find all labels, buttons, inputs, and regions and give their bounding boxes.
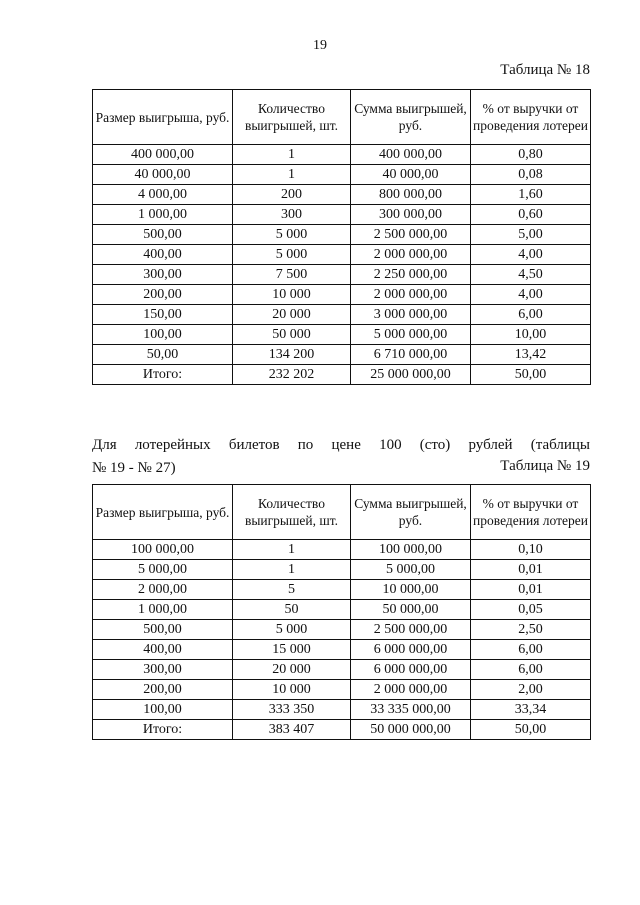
cell-prize-count: 1 xyxy=(233,145,351,165)
ticket-price-paragraph-tail: № 19 - № 27) xyxy=(92,460,176,476)
header-prize-size: Размер выигрыша, руб. xyxy=(93,90,233,145)
cell-revenue-percent: 33,34 xyxy=(471,700,591,720)
cell-total-count: 232 202 xyxy=(233,365,351,385)
cell-prize-sum: 6 000 000,00 xyxy=(351,660,471,680)
header-prize-sum: Сумма выигрышей, руб. xyxy=(351,485,471,540)
cell-prize-count: 20 000 xyxy=(233,660,351,680)
cell-revenue-percent: 13,42 xyxy=(471,345,591,365)
table-row xyxy=(93,560,591,580)
prize-table-18 xyxy=(92,89,591,385)
cell-prize-sum: 2 500 000,00 xyxy=(351,620,471,640)
cell-prize-size: 4 000,00 xyxy=(93,185,233,205)
cell-prize-sum: 800 000,00 xyxy=(351,185,471,205)
table-row xyxy=(93,600,591,620)
cell-prize-size: 5 000,00 xyxy=(93,560,233,580)
cell-prize-count: 1 xyxy=(233,540,351,560)
header-prize-size: Размер выигрыша, руб. xyxy=(93,485,233,540)
cell-prize-size: 1 000,00 xyxy=(93,600,233,620)
cell-prize-count: 7 500 xyxy=(233,265,351,285)
cell-prize-size: 400,00 xyxy=(93,245,233,265)
table-row xyxy=(93,265,591,285)
cell-revenue-percent: 0,10 xyxy=(471,540,591,560)
cell-prize-sum: 5 000 000,00 xyxy=(351,325,471,345)
table-18-caption: Таблица № 18 xyxy=(500,62,590,78)
table-row xyxy=(93,580,591,600)
table-row xyxy=(93,225,591,245)
cell-revenue-percent: 0,60 xyxy=(471,205,591,225)
cell-prize-sum: 6 000 000,00 xyxy=(351,640,471,660)
table-row xyxy=(93,660,591,680)
cell-prize-size: 400,00 xyxy=(93,640,233,660)
table-row xyxy=(93,345,591,365)
header-prize-count: Количество выигрышей, шт. xyxy=(233,90,351,145)
cell-revenue-percent: 1,60 xyxy=(471,185,591,205)
cell-prize-count: 15 000 xyxy=(233,640,351,660)
cell-prize-size: 500,00 xyxy=(93,225,233,245)
cell-prize-count: 50 xyxy=(233,600,351,620)
cell-prize-count: 300 xyxy=(233,205,351,225)
table-row xyxy=(93,540,591,560)
cell-prize-count: 10 000 xyxy=(233,680,351,700)
cell-prize-size: 500,00 xyxy=(93,620,233,640)
table-row xyxy=(93,700,591,720)
cell-prize-count: 200 xyxy=(233,185,351,205)
cell-prize-count: 1 xyxy=(233,165,351,185)
table-header-row xyxy=(93,90,591,145)
cell-prize-size: 300,00 xyxy=(93,265,233,285)
header-revenue-percent: % от выручки от проведения лотереи xyxy=(471,90,591,145)
cell-prize-count: 10 000 xyxy=(233,285,351,305)
table-header-row xyxy=(93,485,591,540)
cell-prize-count: 134 200 xyxy=(233,345,351,365)
cell-revenue-percent: 6,00 xyxy=(471,640,591,660)
cell-revenue-percent: 0,80 xyxy=(471,145,591,165)
cell-prize-sum: 2 500 000,00 xyxy=(351,225,471,245)
cell-prize-size: 100,00 xyxy=(93,325,233,345)
cell-prize-count: 20 000 xyxy=(233,305,351,325)
cell-prize-size: 100,00 xyxy=(93,700,233,720)
cell-prize-count: 1 xyxy=(233,560,351,580)
cell-prize-count: 333 350 xyxy=(233,700,351,720)
cell-prize-sum: 2 000 000,00 xyxy=(351,680,471,700)
cell-prize-size: 150,00 xyxy=(93,305,233,325)
cell-prize-size: 50,00 xyxy=(93,345,233,365)
cell-prize-count: 5 xyxy=(233,580,351,600)
cell-revenue-percent: 10,00 xyxy=(471,325,591,345)
cell-revenue-percent: 2,50 xyxy=(471,620,591,640)
cell-total-percent: 50,00 xyxy=(471,720,591,740)
cell-revenue-percent: 4,50 xyxy=(471,265,591,285)
cell-revenue-percent: 0,01 xyxy=(471,560,591,580)
cell-prize-sum: 10 000,00 xyxy=(351,580,471,600)
cell-prize-sum: 2 000 000,00 xyxy=(351,285,471,305)
cell-revenue-percent: 0,01 xyxy=(471,580,591,600)
cell-prize-size: 2 000,00 xyxy=(93,580,233,600)
cell-revenue-percent: 0,05 xyxy=(471,600,591,620)
table-row xyxy=(93,640,591,660)
cell-total-sum: 50 000 000,00 xyxy=(351,720,471,740)
cell-total-label: Итого: xyxy=(93,365,233,385)
cell-revenue-percent: 6,00 xyxy=(471,660,591,680)
cell-prize-sum: 3 000 000,00 xyxy=(351,305,471,325)
cell-prize-sum: 2 000 000,00 xyxy=(351,245,471,265)
cell-prize-sum: 6 710 000,00 xyxy=(351,345,471,365)
cell-revenue-percent: 4,00 xyxy=(471,285,591,305)
header-prize-count: Количество выигрышей, шт. xyxy=(233,485,351,540)
page-number: 19 xyxy=(313,38,327,53)
cell-prize-sum: 5 000,00 xyxy=(351,560,471,580)
table-row xyxy=(93,325,591,345)
cell-prize-size: 200,00 xyxy=(93,680,233,700)
table-row xyxy=(93,285,591,305)
cell-prize-sum: 400 000,00 xyxy=(351,145,471,165)
header-revenue-percent: % от выручки от проведения лотереи xyxy=(471,485,591,540)
cell-prize-sum: 50 000,00 xyxy=(351,600,471,620)
table-row xyxy=(93,680,591,700)
cell-prize-size: 200,00 xyxy=(93,285,233,305)
cell-revenue-percent: 0,08 xyxy=(471,165,591,185)
cell-prize-size: 40 000,00 xyxy=(93,165,233,185)
ticket-price-paragraph: Для лотерейных билетов по цене 100 (сто) рублей (таблицы xyxy=(92,437,590,453)
table-row xyxy=(93,165,591,185)
table-19-caption: Таблица № 19 xyxy=(500,458,590,474)
cell-revenue-percent: 6,00 xyxy=(471,305,591,325)
header-prize-sum: Сумма выигрышей, руб. xyxy=(351,90,471,145)
cell-prize-size: 300,00 xyxy=(93,660,233,680)
cell-revenue-percent: 2,00 xyxy=(471,680,591,700)
cell-prize-sum: 33 335 000,00 xyxy=(351,700,471,720)
cell-prize-size: 100 000,00 xyxy=(93,540,233,560)
table-total-row xyxy=(93,365,591,385)
table-row xyxy=(93,205,591,225)
cell-prize-sum: 300 000,00 xyxy=(351,205,471,225)
cell-total-percent: 50,00 xyxy=(471,365,591,385)
cell-prize-count: 5 000 xyxy=(233,225,351,245)
table-row xyxy=(93,305,591,325)
table-row xyxy=(93,185,591,205)
table-row xyxy=(93,620,591,640)
cell-prize-size: 400 000,00 xyxy=(93,145,233,165)
cell-prize-count: 50 000 xyxy=(233,325,351,345)
cell-total-sum: 25 000 000,00 xyxy=(351,365,471,385)
cell-revenue-percent: 4,00 xyxy=(471,245,591,265)
cell-prize-sum: 40 000,00 xyxy=(351,165,471,185)
cell-prize-count: 5 000 xyxy=(233,245,351,265)
cell-revenue-percent: 5,00 xyxy=(471,225,591,245)
prize-table-19 xyxy=(92,484,591,740)
cell-prize-sum: 100 000,00 xyxy=(351,540,471,560)
table-row xyxy=(93,145,591,165)
cell-prize-count: 5 000 xyxy=(233,620,351,640)
cell-total-label: Итого: xyxy=(93,720,233,740)
cell-prize-sum: 2 250 000,00 xyxy=(351,265,471,285)
table-total-row xyxy=(93,720,591,740)
cell-total-count: 383 407 xyxy=(233,720,351,740)
table-row xyxy=(93,245,591,265)
cell-prize-size: 1 000,00 xyxy=(93,205,233,225)
